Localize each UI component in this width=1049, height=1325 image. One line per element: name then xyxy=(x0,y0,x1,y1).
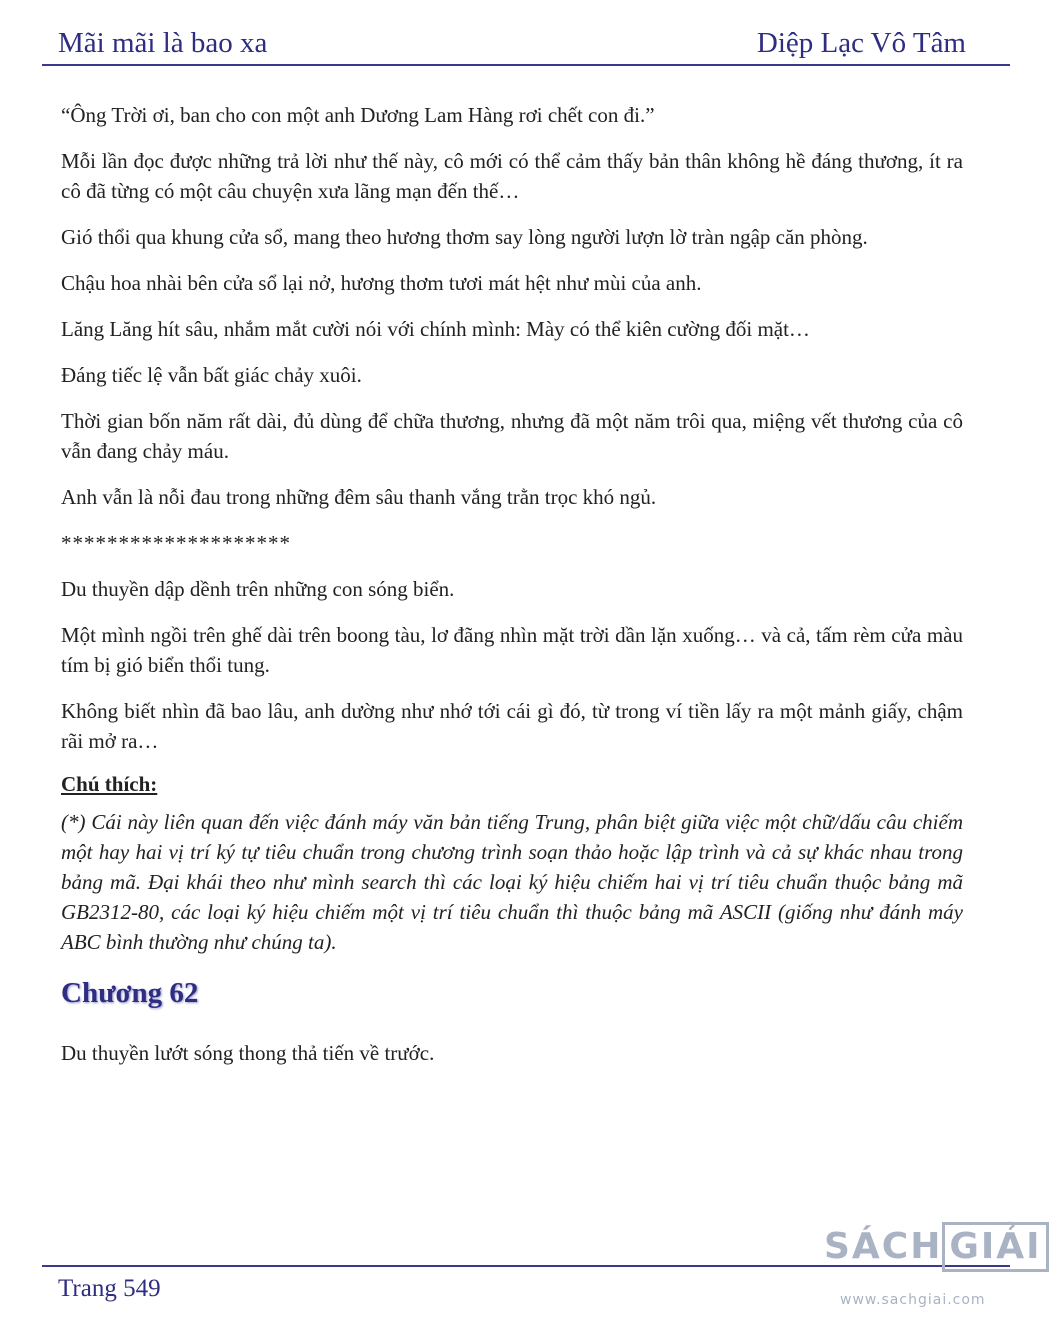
paragraph: Không biết nhìn đã bao lâu, anh dường như nhớ tới cái gì đó, từ trong ví tiền lấy ra một mảnh giấy, chậm rãi mở ra… xyxy=(61,699,963,753)
paragraph: Thời gian bốn năm rất dài, đủ dùng để chữa thương, nhưng đã một năm trôi qua, miệng vết thương của cô vẫn đang chảy máu. xyxy=(61,409,963,463)
header-divider xyxy=(42,64,1010,66)
watermark-logo-left: SÁCH xyxy=(824,1226,943,1267)
page-number: Trang 549 xyxy=(58,1275,161,1302)
scene-separator: ******************** xyxy=(61,531,291,555)
watermark-logo-right: GIẢI xyxy=(942,1222,1048,1272)
paragraph: Đáng tiếc lệ vẫn bất giác chảy xuôi. xyxy=(61,363,362,387)
footnote-text: (*) Cái này liên quan đến việc đánh máy văn bản tiếng Trung, phân biệt giữa việc một chữ/dấu câu chiếm một hay hai vị trí ký tự tiêu chuẩn trong chương trình soạn thảo hoặc lập trình và cả sự khác nhau trong bảng mã. Đại khái theo như mình search thì các loại ký hiệu chiếm hai vị trí tiêu chuẩn thuộc bảng mã GB2312-80, các loại ký hiệu chiếm một vị trí tiêu chuẩn thì thuộc bảng mã ASCII (giống như đánh máy ABC bình thường như chúng ta). xyxy=(61,810,963,954)
paragraph: “Ông Trời ơi, ban cho con một anh Dương Lam Hàng rơi chết con đi.” xyxy=(61,103,655,127)
paragraph: Anh vẫn là nỗi đau trong những đêm sâu thanh vắng trằn trọc khó ngủ. xyxy=(61,485,657,509)
page-body xyxy=(61,100,963,1084)
sachgiai-watermark xyxy=(810,1210,1042,1320)
author-name: Diệp Lạc Vô Tâm xyxy=(756,27,966,59)
footnote-label: Chú thích: xyxy=(61,772,158,796)
watermark-logo xyxy=(824,1222,1049,1272)
paragraph: Du thuyền dập dềnh trên những con sóng biển. xyxy=(61,577,455,601)
paragraph: Chậu hoa nhài bên cửa sổ lại nở, hương thơm tươi mát hệt như mùi của anh. xyxy=(61,271,702,295)
paragraph: Mỗi lần đọc được những trả lời như thế này, cô mới có thể cảm thấy bản thân không hề đáng thương, ít ra cô đã từng có một câu chuyện xưa lãng mạn đến thế… xyxy=(61,149,963,203)
chapter-first-paragraph: Du thuyền lướt sóng thong thả tiến về trước. xyxy=(61,1041,435,1065)
page-header xyxy=(58,24,966,60)
chapter-heading: Chương 62 xyxy=(61,977,199,1009)
paragraph: Lăng Lăng hít sâu, nhắm mắt cười nói với chính mình: Mày có thể kiên cường đối mặt… xyxy=(61,317,810,341)
paragraph: Một mình ngồi trên ghế dài trên boong tàu, lơ đãng nhìn mặt trời dần lặn xuống… và cả, tấm rèm cửa màu tím bị gió biển thổi tung. xyxy=(61,623,963,677)
paragraph: Gió thổi qua khung cửa sổ, mang theo hương thơm say lòng người lượn lờ tràn ngập căn phòng. xyxy=(61,225,868,249)
book-title: Mãi mãi là bao xa xyxy=(58,27,268,59)
watermark-url: www.sachgiai.com xyxy=(840,1292,986,1308)
